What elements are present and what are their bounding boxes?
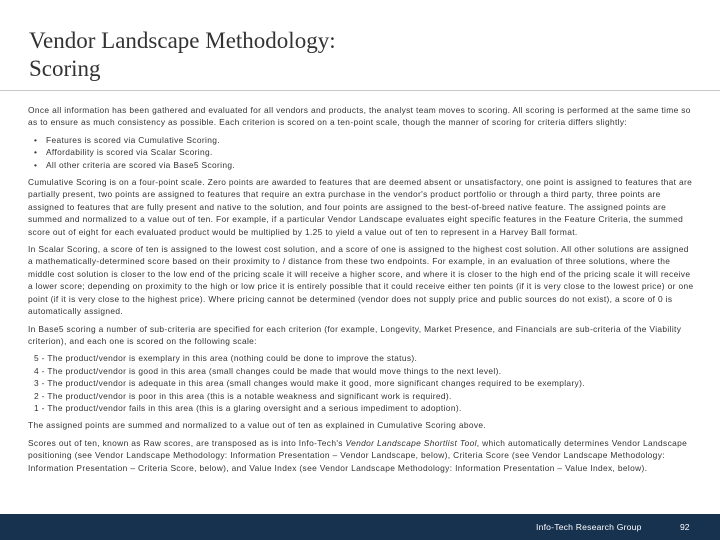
scale-item: 5 - The product/vendor is exemplary in this area (nothing could be done to improve the status). xyxy=(34,353,418,364)
shortlist-tool-name: Vendor Landscape Shortlist Tool xyxy=(345,437,477,448)
page-number: 92 xyxy=(680,522,690,532)
cumulative-scoring-paragraph: Cumulative Scoring is on a four-point scale. Zero points are awarded to features that are deemed absent or unsatisfactory, one point is assigned to features that are partially present, two points are assigned to features that require an extra purchase in the vendor's product portfolio or through a third party, three points are assigned to features that are fully present and native to the solution, and four points are assigned to the best-of-breed native feature. The assigned points are summed and normalized to a value out of ten. For example, if a particular Vendor Landscape evaluates eight specific features in the Feature Criteria, the summed score out of eight for each evaluated product would be multiplied by 1.25 to yield a value out of ten to represent in a Harvey Ball format. xyxy=(28,177,693,237)
intro-paragraph: Once all information has been gathered and evaluated for all vendors and products, the analyst team moves to scoring. All scoring is performed at the same time so as to ensure as much consistency as possible. Each criterion is scored on a ten-point scale, though the manner of scoring for criteria differs slightly: xyxy=(28,105,691,128)
summed-paragraph: The assigned points are summed and normalized to a value out of ten as explained in Cumulative Scoring above. xyxy=(28,420,487,431)
scale-item: 2 - The product/vendor is poor in this area (this is a notable weakness and significant work is required). xyxy=(34,390,452,401)
criteria-bullet-list xyxy=(34,134,694,171)
bullet-item: • All other criteria are scored via Base5 Scoring. xyxy=(34,159,694,171)
bullet-item: • Features is scored via Cumulative Scoring. xyxy=(34,134,694,146)
raw-scores-text-after: , which automatically determines Vendor Landscape positioning (see Vendor Landscape Methodology: Information Presentation – Vendor Landscape, below), Criteria Score (see Vendor Landscape Methodology: Information Presentation – Criteria Score, below), and Value Index (see Vendor Landscape Methodology: Information Presentation – Value Index, below). xyxy=(28,437,688,473)
slide-title: Vendor Landscape Methodology: Scoring xyxy=(29,28,336,81)
scalar-scoring-paragraph: In Scalar Scoring, a score of ten is assigned to the lowest cost solution, and a score of one is assigned to the highest cost solution. All other solutions are assigned a mathematically-determined score based on their proximity to / distance from these two endpoints. For example, in an evaluation of three solutions, where the middle cost solution is closer to the low end of the pricing scale it will receive a higher score, and where it is closer to the high end of the pricing scale it will receive a lower score; depending on proximity to the high or low price it is entirely possible that it could receive either ten points (if it is very close to the lowest price) or one point (if it is very close to the highest price). Where pricing cannot be determined (vendor does not supply price and public sources do not exist), a score of 0 is automatically assigned. xyxy=(28,244,694,317)
footer-organization: Info-Tech Research Group xyxy=(536,522,642,532)
base5-scoring-paragraph: In Base5 scoring a number of sub-criteria are specified for each criterion (for example, Longevity, Market Presence, and Financials are sub-criteria of the Viability criterion), and each one is scored on the following scale: xyxy=(28,323,682,346)
title-divider xyxy=(0,90,720,91)
slide-body xyxy=(28,104,694,479)
scale-item: 4 - The product/vendor is good in this area (small changes could be made that would move things to the next level). xyxy=(34,365,502,376)
footer-bar xyxy=(0,514,720,540)
base5-scale-list xyxy=(34,352,694,414)
raw-scores-text-before: Scores out of ten, known as Raw scores, are transposed as is into Info-Tech's xyxy=(28,437,346,448)
bullet-item: • Affordability is scored via Scalar Scoring. xyxy=(34,146,694,158)
scale-item: 1 - The product/vendor fails in this area (this is a glaring oversight and a serious impediment to adoption). xyxy=(34,402,462,413)
raw-scores-paragraph xyxy=(28,437,694,474)
scale-item: 3 - The product/vendor is adequate in this area (small changes would make it good, more significant changes required to be exemplary). xyxy=(34,378,585,389)
